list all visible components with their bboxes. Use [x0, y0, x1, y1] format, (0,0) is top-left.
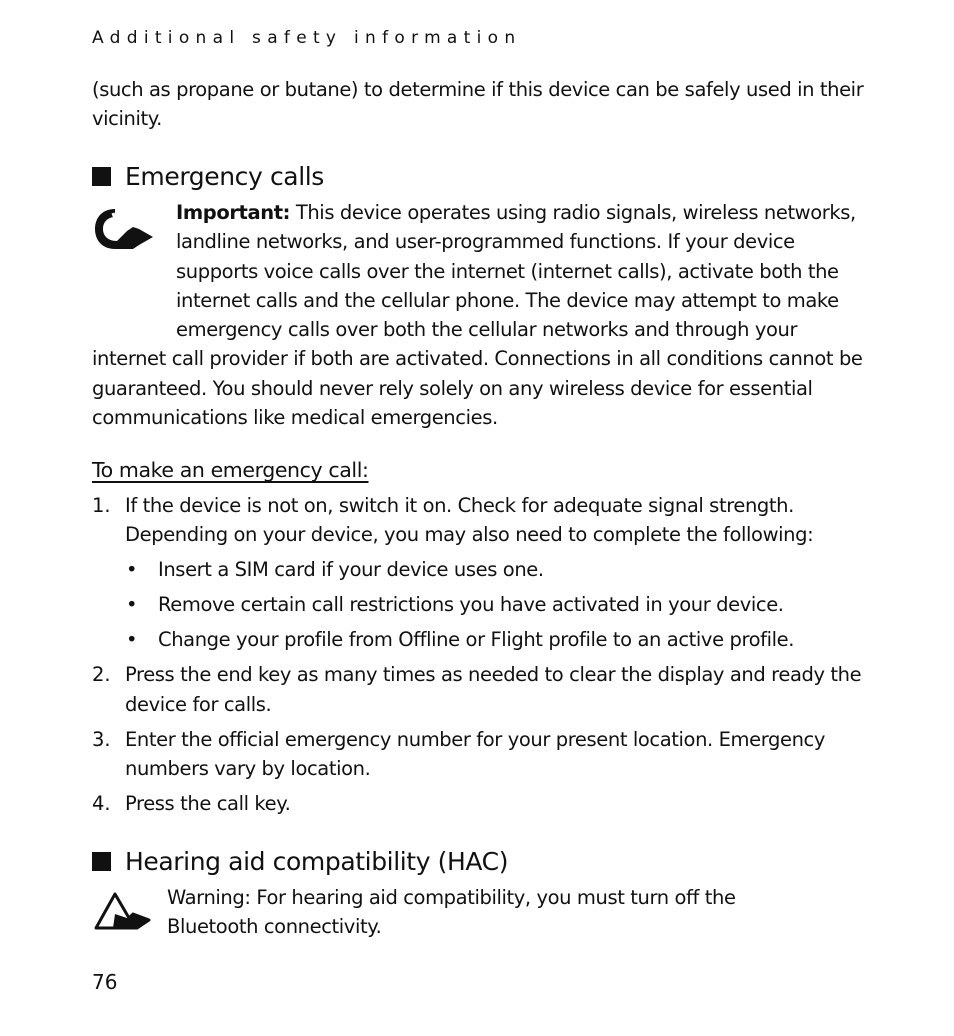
- hac-heading: [92, 847, 508, 876]
- page-number: 76: [92, 970, 118, 994]
- step-2-line-1: Press the end key as many times as needed to clear the display and ready the: [125, 663, 862, 686]
- step-2-number: 2.: [92, 663, 111, 686]
- hac-heading-text: Hearing aid compatibility (HAC): [125, 847, 509, 876]
- step-3-line-2: numbers vary by location.: [125, 757, 371, 780]
- important-label: Important:: [176, 201, 291, 224]
- important-line-3: supports voice calls over the internet (internet calls), activate both the: [176, 260, 839, 283]
- step-3-line-1: Enter the official emergency number for your present location. Emergency: [125, 728, 826, 751]
- warning-hand-icon: [93, 890, 151, 932]
- important-wrap-2: guaranteed. You should never rely solely on any wireless device for essential: [92, 377, 813, 400]
- intro-line-1: (such as propane or butane) to determine if this device can be safely used in their: [92, 78, 864, 101]
- bullet-3-glyph: •: [126, 628, 138, 651]
- step-2-line-2: device for calls.: [125, 693, 272, 716]
- step-1-line-2: Depending on your device, you may also need to complete the following:: [125, 523, 814, 546]
- important-line-2: landline networks, and user-programmed functions. If your device: [176, 230, 795, 253]
- section-square-icon: [92, 852, 111, 871]
- step-4-line-1: Press the call key.: [125, 792, 291, 815]
- emergency-heading-text: Emergency calls: [125, 162, 324, 191]
- important-line-1: [176, 198, 856, 227]
- important-wrap-1: internet call provider if both are activated. Connections in all conditions cannot be: [92, 347, 863, 370]
- section-square-icon: [92, 167, 111, 186]
- emergency-heading: [92, 162, 324, 191]
- important-line-4: internet calls and the cellular phone. The device may attempt to make: [176, 289, 839, 312]
- emergency-subheading: To make an emergency call:: [92, 458, 369, 482]
- important-wrap-3: communications like medical emergencies.: [92, 406, 498, 429]
- bullet-2-glyph: •: [126, 593, 138, 616]
- warning-line-2: Bluetooth connectivity.: [167, 915, 382, 938]
- bullet-3-text: Change your profile from Offline or Flight profile to an active profile.: [158, 628, 795, 651]
- important-line-1-text: This device operates using radio signals, wireless networks,: [290, 201, 856, 224]
- step-3-number: 3.: [92, 728, 111, 751]
- warning-line-1: Warning: For hearing aid compatibility, you must turn off the: [167, 886, 736, 909]
- bullet-1-glyph: •: [126, 558, 138, 581]
- important-line-5: emergency calls over both the cellular networks and through your: [176, 318, 798, 341]
- bullet-1-text: Insert a SIM card if your device uses one.: [158, 558, 544, 581]
- step-1-line-1: If the device is not on, switch it on. Check for adequate signal strength.: [125, 494, 794, 517]
- intro-line-2: vicinity.: [92, 107, 162, 130]
- step-4-number: 4.: [92, 792, 111, 815]
- step-1-number: 1.: [92, 494, 111, 517]
- bullet-2-text: Remove certain call restrictions you have activated in your device.: [158, 593, 784, 616]
- running-header: Additional safety information: [92, 28, 522, 48]
- important-hand-icon: [93, 205, 157, 253]
